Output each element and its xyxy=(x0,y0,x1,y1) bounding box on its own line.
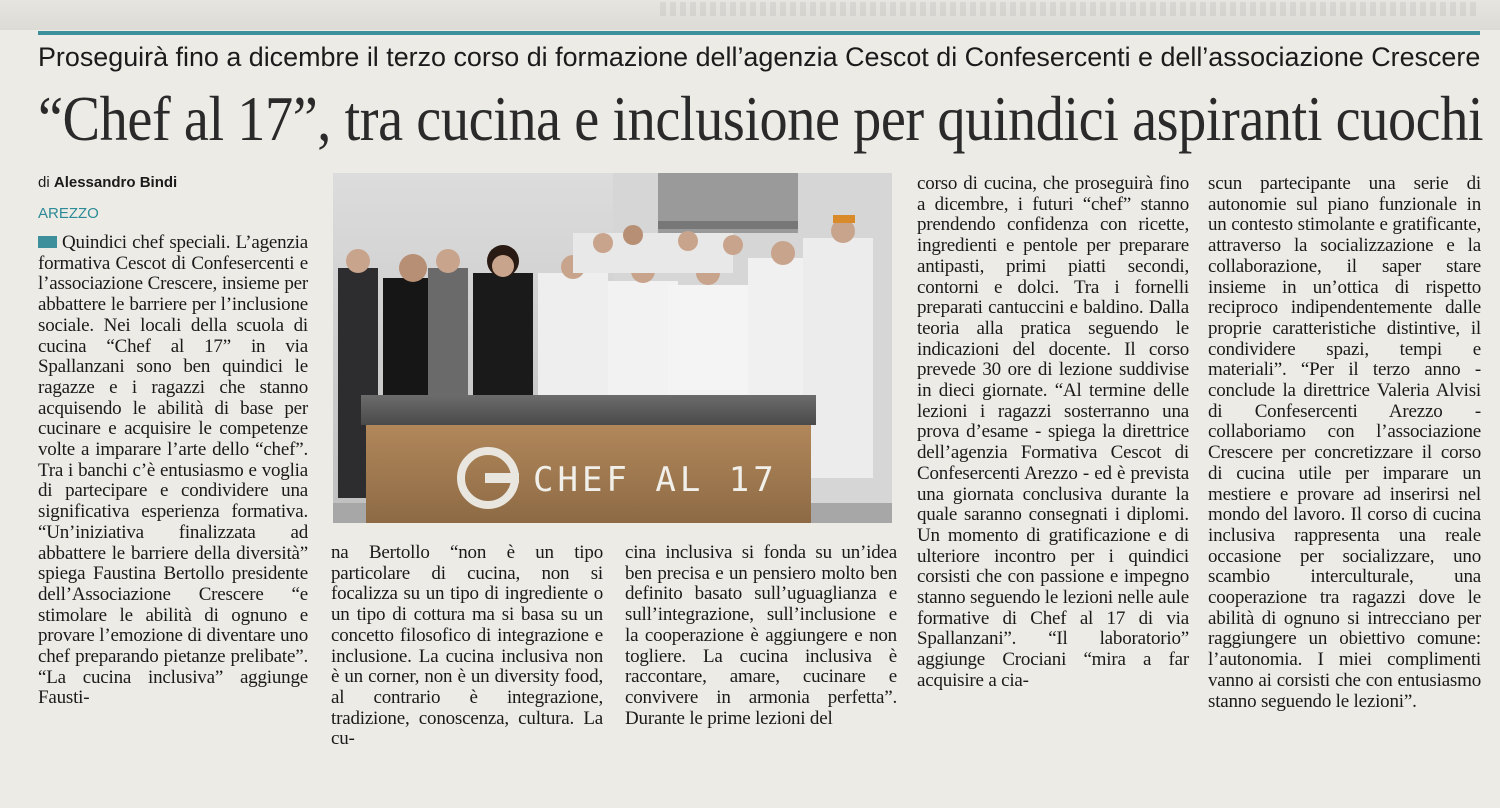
column-2 xyxy=(331,543,603,750)
column-4-text: corso di cucina, che proseguirà fino a dicembre, i futuri “chef” stanno prendendo confidenza con ricette, ingredienti e pentole per preparare antipasti, primi piatti secondi, contorni e dolci. Tra i fornelli preparati cantuccini e baldino. Dalla teoria alla pratica seguendo le indicazioni del docente. Il corso prevede 30 ore di lezione suddivise in dieci giornate. “Al termine delle lezioni i ragazzi sosterranno una prova d’esame - spiega la direttrice dell’agenzia Formativa Cescot di Confesercenti Arezzo - ed è prevista una giornata conclusiva durante la quale saranno consegnati i diplomi. Un momento di gratificazione e di ulteriore incontro per i quindici corsisti che con passione e impegno stanno seguendo le lezioni nelle aule formative di Chef al 17 di via Spallanzani”. “Il laboratorio” aggiunge Crociani “mira a far acquisire a cia- xyxy=(917,173,1189,691)
column-4 xyxy=(917,174,1189,692)
previous-article-bleed xyxy=(0,0,1500,30)
headline: “Chef al 17”, tra cucina e inclusione per quindici aspiranti cuochi xyxy=(38,84,1484,154)
column-1 xyxy=(38,233,308,709)
column-5 xyxy=(1208,174,1481,712)
ghost-text xyxy=(660,2,1480,16)
counter-top xyxy=(361,395,816,425)
byline-author: Alessandro Bindi xyxy=(53,174,178,191)
column-3 xyxy=(625,543,897,729)
counter-sign-text: CHEF AL 17 xyxy=(533,460,778,500)
kicker: Proseguirà fino a dicembre il terzo corso di formazione dell’agenzia Cescot di Confesercenti e dell’associazione Crescere xyxy=(38,42,1481,72)
column-2-text: na Bertollo “non è un tipo particolare di cucina, non si focalizza su un tipo di ingrediente o un tipo di cottura ma si basa su un concetto filosofico di integrazione e inclusione. La cucina inclusiva non è un corner, non è un diversity food, al contrario è integrazione, tradizione, conoscenza, cultura. La cu- xyxy=(331,542,603,750)
byline xyxy=(38,174,177,191)
accent-rule xyxy=(38,31,1480,35)
group-photo xyxy=(333,173,892,523)
byline-prefix: di xyxy=(38,174,50,191)
photo-illustration xyxy=(333,173,892,523)
column-3-text: cina inclusiva si fonda su un’idea ben precisa e un pensiero molto ben definito basato sull’uguaglianza e sull’integrazione, sull’inclusione e la cooperazione è aggiungere e non togliere. La cucina inclusiva è raccontare, amare, cucinare e convivere in armonia perfetta”. Durante le prime lezioni del xyxy=(625,542,897,729)
dateline: AREZZO xyxy=(38,205,99,222)
paragraph-marker xyxy=(38,236,57,248)
column-1-text: Quindici chef speciali. L’agenzia formativa Cescot di Confesercenti e l’associazione Crescere, insieme per abbattere le barriere per l’inclusione sociale. Nei locali della scuola di cucina “Chef al 17” in via Spallanzani sono ben quindici le ragazze e i ragazzi che stanno acquisendo le abilità di base per cucinare e acquisire le competenze volte a imparare l’arte dello “chef”. Tra i banchi c’è entusiasmo e voglia di partecipare e condividere una significativa esperienza formativa. “Un’iniziativa finalizzata ad abbattere le barriere della diversità” spiega Faustina Bertollo presidente dell’Associazione Crescere “e stimolare le abilità di ognuno e provare l’emozione di diventare uno chef preparando pietanze prelibate”. “La cucina inclusiva” aggiunge Fausti- xyxy=(38,232,308,709)
column-5-text: scun partecipante una serie di autonomie sul piano funzionale in un contesto stimolante e gratificante, attraverso la socializzazione e la collaborazione, il saper stare insieme in un’ottica di rispetto reciproco indipendentemente dalle proprie caratteristiche distintive, il condividere spazi, tempi e materiali”. “Per il terzo anno - conclude la direttrice Valeria Alvisi di Confesercenti Arezzo - collaboriamo con l’associazione Crescere per concretizzare il corso di cucina utile per imparare un mestiere e provare ad inserirsi nel mondo del lavoro. Il corso di cucina inclusiva rappresenta una reale occasione per socializzare, uno scambio interculturale, una cooperazione tra ragazzi dove le abilità di ognuno si intrecciano per raggiungere un obiettivo comune: l’autonomia. I miei complimenti vanno ai corsisti che con entusiasmo stanno seguendo le lezioni”. xyxy=(1208,173,1481,712)
